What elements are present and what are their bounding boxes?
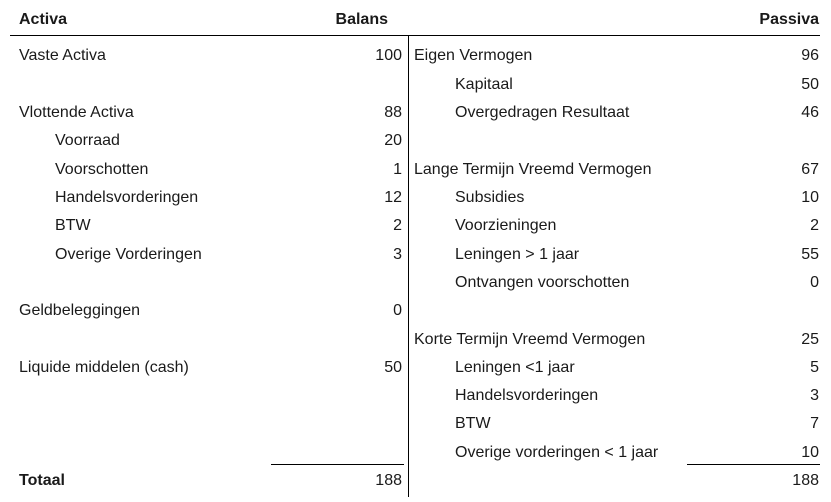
passiva-total-line [687, 464, 820, 465]
leningen-lang-value: 55 [801, 246, 819, 263]
voorraad-value: 20 [384, 132, 402, 149]
btw-activa-label: BTW [55, 217, 91, 234]
handelsvorderingen-activa-label: Handelsvorderingen [55, 189, 199, 206]
voorschotten-label: Voorschotten [55, 161, 149, 178]
voorzieningen-label: Voorzieningen [455, 217, 557, 234]
lange-termijn-value: 67 [801, 161, 819, 178]
ontvangen-voorschotten-value: 0 [810, 274, 819, 291]
geldbeleggingen-value: 0 [393, 302, 402, 319]
overgedragen-resultaat-value: 46 [801, 104, 819, 121]
geldbeleggingen-label: Geldbeleggingen [19, 302, 140, 319]
overige-vorderingen-label: Overige Vorderingen [55, 246, 202, 263]
activa-total-line [271, 464, 404, 465]
header-divider [10, 35, 820, 36]
balans-header: Balans [335, 11, 388, 28]
passiva-header: Passiva [759, 11, 819, 28]
overige-vorderingen-value: 3 [393, 246, 402, 263]
btw-passiva-label: BTW [455, 415, 491, 432]
overige-vorderingen-kort-label: Overige vorderingen < 1 jaar [455, 444, 659, 461]
lange-termijn-label: Lange Termijn Vreemd Vermogen [414, 161, 652, 178]
overige-vorderingen-kort-value: 10 [801, 444, 819, 461]
korte-termijn-label: Korte Termijn Vreemd Vermogen [414, 331, 646, 348]
overgedragen-resultaat-label: Overgedragen Resultaat [455, 104, 630, 121]
liquide-middelen-label: Liquide middelen (cash) [19, 359, 189, 376]
kapitaal-value: 50 [801, 76, 819, 93]
handelsvorderingen-passiva-label: Handelsvorderingen [455, 387, 599, 404]
subsidies-value: 10 [801, 189, 819, 206]
eigen-vermogen-label: Eigen Vermogen [414, 47, 533, 64]
btw-passiva-value: 7 [810, 415, 819, 432]
vlottende-activa-value: 88 [384, 104, 402, 121]
leningen-kort-value: 5 [810, 359, 819, 376]
handelsvorderingen-passiva-value: 3 [810, 387, 819, 404]
vaste-activa-label: Vaste Activa [19, 47, 106, 64]
activa-totaal-value: 188 [375, 472, 402, 489]
leningen-lang-label: Leningen > 1 jaar [455, 246, 580, 263]
center-divider [408, 35, 409, 497]
liquide-middelen-value: 50 [384, 359, 402, 376]
korte-termijn-value: 25 [801, 331, 819, 348]
leningen-kort-label: Leningen <1 jaar [455, 359, 575, 376]
vlottende-activa-label: Vlottende Activa [19, 104, 134, 121]
handelsvorderingen-activa-value: 12 [384, 189, 402, 206]
subsidies-label: Subsidies [455, 189, 525, 206]
voorschotten-value: 1 [393, 161, 402, 178]
vaste-activa-value: 100 [375, 47, 402, 64]
eigen-vermogen-value: 96 [801, 47, 819, 64]
activa-header: Activa [19, 11, 68, 28]
passiva-totaal-value: 188 [792, 472, 819, 489]
ontvangen-voorschotten-label: Ontvangen voorschotten [455, 274, 630, 291]
voorraad-label: Voorraad [55, 132, 120, 149]
totaal-label: Totaal [19, 472, 65, 489]
kapitaal-label: Kapitaal [455, 76, 513, 93]
voorzieningen-value: 2 [810, 217, 819, 234]
btw-activa-value: 2 [393, 217, 402, 234]
